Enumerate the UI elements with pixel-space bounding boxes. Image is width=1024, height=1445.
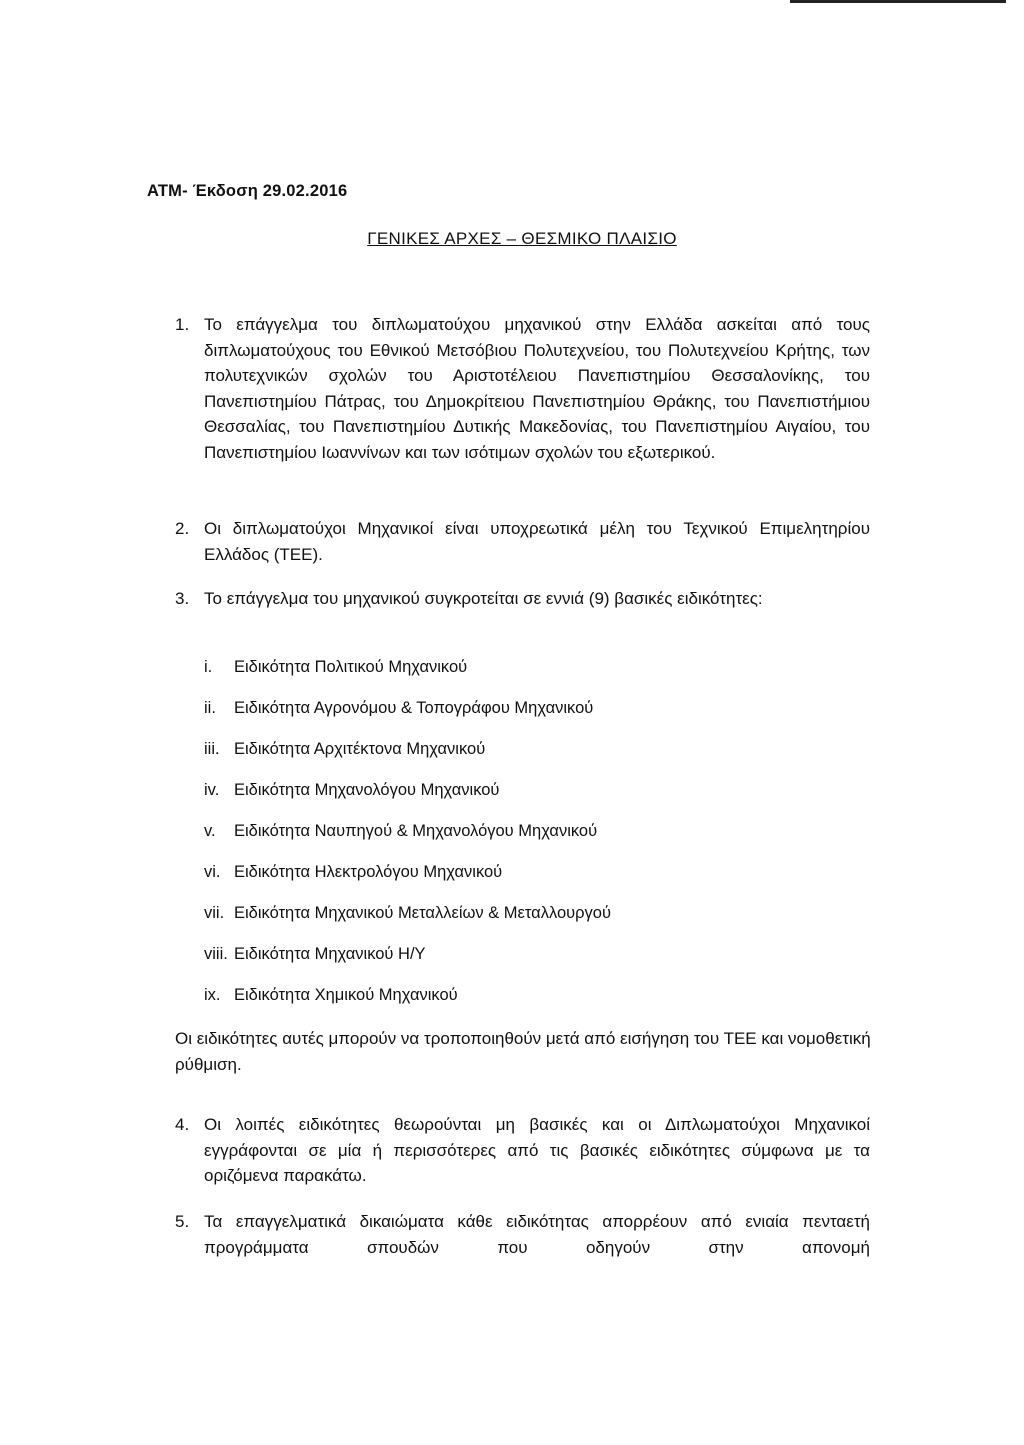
specialty-item — [204, 779, 499, 801]
list-item-5 — [175, 1209, 870, 1260]
item-text: Οι λοιπές ειδικότητες θεωρούνται μη βασικές και οι Διπλωματούχοι Μηχανικοί εγγράφονται σε μία ή περισσότερες από τις βασικές ειδικότητες σύμφωνα με τα οριζόμενα παρακάτω. — [204, 1115, 870, 1185]
specialty-label: Ειδικότητα Μηχανικού Η/Υ — [234, 945, 426, 963]
specialty-label: Ειδικότητα Ηλεκτρολόγου Μηχανικού — [234, 863, 503, 881]
specialty-item — [204, 738, 485, 760]
item-number: 3. — [175, 589, 190, 608]
list-item-3 — [175, 586, 870, 612]
specialty-label: Ειδικότητα Μηχανολόγου Μηχανικού — [234, 781, 500, 799]
specialty-label: Ειδικότητα Ναυπηγού & Μηχανολόγου Μηχανικού — [234, 822, 598, 840]
specialty-label: Ειδικότητα Αγρονόμου & Τοπογράφου Μηχανικού — [234, 699, 594, 717]
specialty-label: Ειδικότητα Χημικού Μηχανικού — [234, 986, 458, 1004]
item-number: 2. — [175, 519, 190, 538]
specialty-numeral: iii. — [204, 740, 220, 758]
specialty-numeral: v. — [204, 822, 216, 840]
page-title: ΓΕΝΙΚΕΣ ΑΡΧΕΣ – ΘΕΣΜΙΚΟ ΠΛΑΙΣΙΟ — [367, 229, 677, 248]
specialty-numeral: vi. — [204, 863, 221, 881]
list-item-4 — [175, 1112, 870, 1189]
list-item-1 — [175, 312, 870, 465]
item-text: Οι διπλωματούχοι Μηχανικοί είναι υποχρεωτικά μέλη του Τεχνικού Επιμελητηρίου Ελλάδος (ΤΕΕ). — [204, 519, 870, 564]
item-number: 1. — [175, 315, 190, 334]
specialty-label: Ειδικότητα Αρχιτέκτονα Μηχανικού — [234, 740, 486, 758]
specialty-label: Ειδικότητα Μηχανικού Μεταλλείων & Μεταλλουργού — [234, 904, 612, 922]
specialty-numeral: ii. — [204, 699, 216, 717]
item-text: Το επάγγελμα του μηχανικού συγκροτείται σε εννιά (9) βασικές ειδικότητες: — [204, 589, 763, 608]
specialty-numeral: viii. — [204, 945, 228, 963]
specialty-numeral: vii. — [204, 904, 225, 922]
item-number: 5. — [175, 1212, 190, 1231]
specialty-item — [204, 697, 593, 719]
specialty-label: Ειδικότητα Πολιτικού Μηχανικού — [234, 658, 468, 676]
specialty-item — [204, 861, 502, 883]
specialty-numeral: iv. — [204, 781, 220, 799]
item-text: Τα επαγγελματικά δικαιώματα κάθε ειδικότητας απορρέουν από ενιαία πενταετή προγράμματα σπουδών που οδηγούν στην απονομή — [204, 1212, 870, 1257]
specialty-item — [204, 902, 611, 924]
list-item-2 — [175, 516, 870, 567]
specialty-item — [204, 820, 597, 842]
specialty-numeral: ix. — [204, 986, 221, 1004]
specialty-numeral: i. — [204, 658, 213, 676]
item-text: Το επάγγελμα του διπλωματούχου μηχανικού στην Ελλάδα ασκείται από τους διπλωματούχους του Εθνικού Μετσόβιου Πολυτεχνείου, του Πολυτεχνείου Κρήτης, των πολυτεχνικών σχολών του Αριστοτέλειου Πανεπιστημίου Θεσσαλονίκης, του Πανεπιστημίου Πάτρας, του Δημοκρίτειου Πανεπιστημίου Θράκης, του Πανεπιστήμιου Θεσσαλίας, του Πανεπιστημίου Δυτικής Μακεδονίας, του Πανεπιστημίου Αιγαίου, του Πανεπιστημίου Ιωαννίνων και των ισότιμων σχολών του εξωτερικού. — [204, 315, 870, 462]
specialty-item — [204, 943, 426, 965]
document-header: ATM- Έκδοση 29.02.2016 — [147, 182, 348, 200]
note-paragraph: Οι ειδικότητες αυτές μπορούν να τροποποιηθούν μετά από εισήγηση του ΤΕΕ και νομοθετική ρύθμιση. — [175, 1029, 871, 1074]
item-number: 4. — [175, 1115, 190, 1134]
specialty-item — [204, 984, 458, 1006]
specialty-item — [204, 656, 467, 678]
